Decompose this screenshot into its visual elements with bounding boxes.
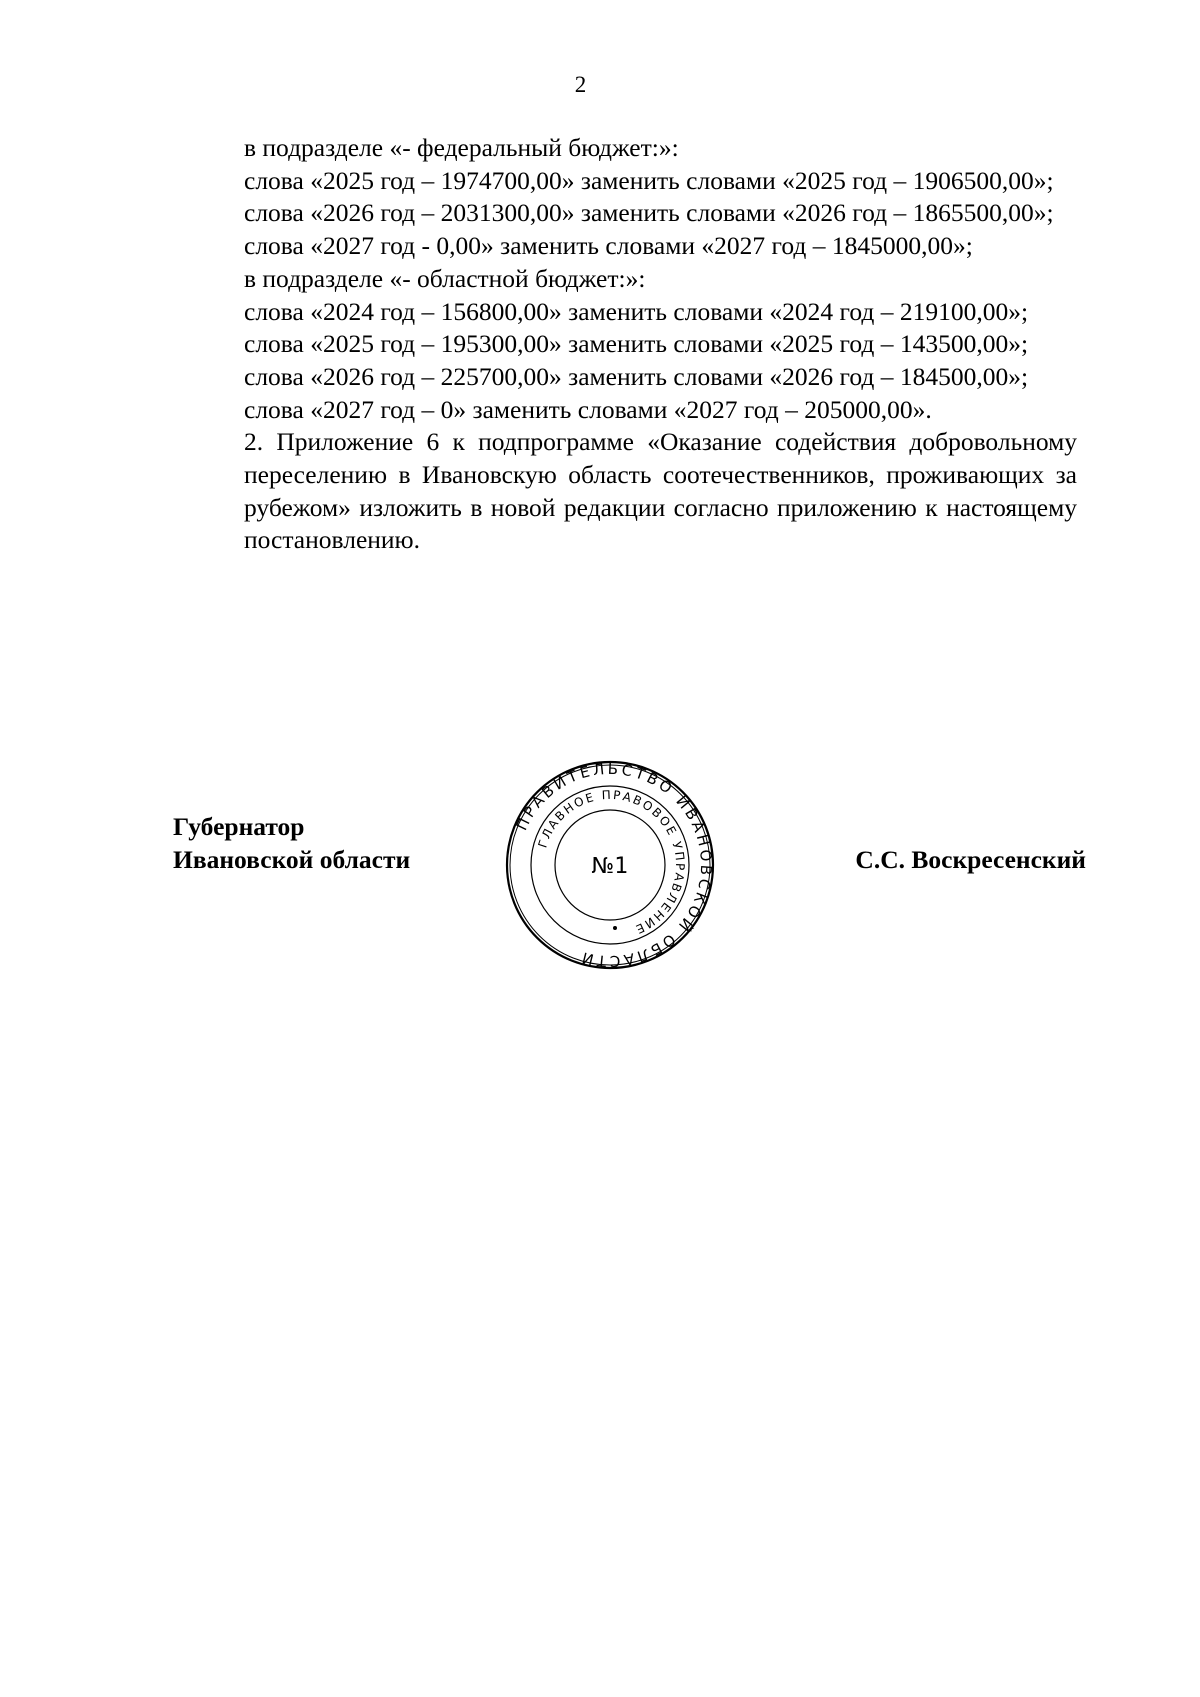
seal-inner-text: ГЛАВНОЕ ПРАВОВОЕ УПРАВЛЕНИЕ: [535, 787, 688, 937]
paragraph-regional-budget-heading: в подразделе «- областной бюджет:»:: [244, 263, 646, 293]
paragraph-federal-2027: слова «2027 год - 0,00» заменить словами «2027 год – 1845000,00»;: [244, 231, 973, 261]
seal-outer-text: ПРАВИТЕЛЬСТВО ИВАНОВСКОЙ ОБЛАСТИ: [512, 759, 716, 971]
signatory-name: С.С. Воскресенский: [855, 845, 1086, 874]
paragraph-federal-2025: слова «2025 год – 1974700,00» заменить словами «2025 год – 1906500,00»;: [244, 165, 1054, 195]
official-seal: [503, 758, 717, 972]
page-number: 2: [574, 72, 587, 97]
document-body: [173, 132, 1077, 557]
paragraph-regional-2027: слова «2027 год – 0» заменить словами «2027 год – 205000,00».: [244, 394, 932, 424]
paragraph-appendix-6: 2. Приложение 6 к подпрограмме «Оказание содействия добровольному переселению в Ивановскую область соотечественников, проживающих за рубежом» изложить в новой редакции согласно приложению к настоящему постановлению.: [244, 427, 1077, 555]
seal-number: №1: [591, 854, 629, 879]
paragraph-regional-2025: слова «2025 год – 195300,00» заменить словами «2025 год – 143500,00»;: [244, 329, 1029, 359]
signatory-title: [173, 811, 410, 876]
paragraph-federal-budget-heading: в подразделе «- федеральный бюджет:»:: [244, 133, 679, 162]
signatory-title-line2: Ивановской области: [173, 844, 411, 874]
seal-dot: [613, 926, 617, 930]
signatory-title-line1: Губернатор: [173, 812, 305, 841]
paragraph-regional-2026: слова «2026 год – 225700,00» заменить словами «2026 год – 184500,00»;: [244, 361, 1029, 391]
paragraph-regional-2024: слова «2024 год – 156800,00» заменить словами «2024 год – 219100,00»;: [244, 296, 1029, 326]
paragraph-federal-2026: слова «2026 год – 2031300,00» заменить словами «2026 год – 1865500,00»;: [244, 198, 1054, 228]
